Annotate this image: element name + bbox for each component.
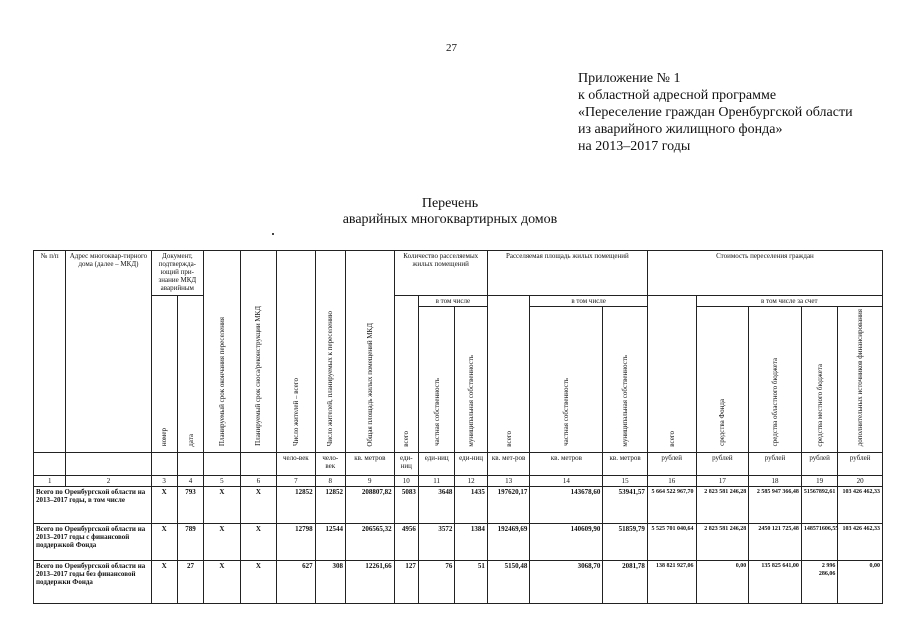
cell-qty-private: 3572 [418,524,454,561]
col-header-qty-private: частная собственность [418,307,454,453]
column-number: 12 [455,476,487,487]
cell-planned-end: X [204,561,240,604]
cell-cost-total: 5 525 701 040,64 [647,524,696,561]
appendix-line: из аварийного жилищного фонда» [578,122,783,137]
appendix-line: «Переселение граждан Оренбургской области [578,105,853,120]
unit-cell [66,453,151,476]
unit-cell [204,453,240,476]
cell-doc-date: 793 [177,487,203,524]
table-row [34,487,883,524]
column-number: 7 [277,476,315,487]
cell-qty-total: 127 [394,561,418,604]
scan-dot [272,233,274,235]
appendix-line: к областной адресной программе [578,88,777,103]
col-header-num: № п/п [34,251,66,453]
cell-area-private: 143678,60 [530,487,603,524]
col-header-cost-total: всего [647,296,696,453]
column-number: 15 [603,476,648,487]
column-numbers-row [34,476,883,487]
col-header-additional: дополнительных источников финансирования [838,307,883,453]
column-number: 19 [801,476,837,487]
column-number: 1 [34,476,66,487]
cell-residents-planned: 12852 [315,487,345,524]
cell-doc-number: X [151,487,177,524]
col-header-regional: средства областного бюджета [749,307,802,453]
appendix-header [578,70,853,155]
column-number: 3 [151,476,177,487]
title-line-2: аварийных многоквартирных домов [342,212,558,227]
page-number: 27 [446,42,457,54]
col-header-area-municipal: муниципальная собственность [603,307,648,453]
unit-cell: рублей [749,453,802,476]
units-row [34,453,883,476]
column-number: 6 [240,476,276,487]
unit-cell: рублей [801,453,837,476]
unit-cell: кв. метров [603,453,648,476]
cell-residents-total: 627 [277,561,315,604]
appendix-line: Приложение № 1 [578,71,681,86]
cell-qty-total: 5083 [394,487,418,524]
column-number: 13 [487,476,530,487]
cell-area-total: 192469,69 [487,524,530,561]
cell-cost-regional: 135 825 641,00 [749,561,802,604]
row-label: Всего по Оренбургской области на 2013–2017 годы, в том числе [34,487,152,524]
cell-cost-fund: 2 823 581 246,28 [696,524,749,561]
cell-doc-date: 789 [177,524,203,561]
col-header-address: Адрес многоквар-тирного дома (далее – МКД) [66,251,151,453]
cell-cost-local: 148571606,55 [801,524,837,561]
cell-cost-fund: 2 823 581 246,28 [696,487,749,524]
cell-qty-municipal: 51 [455,561,487,604]
column-number: 8 [315,476,345,487]
col-header-document: Документ, подтвержда-ющий при-знание МКД аварийным [151,251,204,296]
cell-area-private: 3068,70 [530,561,603,604]
unit-cell: еди-ниц [418,453,454,476]
cell-residents-planned: 308 [315,561,345,604]
col-header-planned-end: Планируемый срок окончания переселения [204,251,240,453]
column-number: 4 [177,476,203,487]
col-header-total-area: Общая площадь жилых помещений МКД [345,251,394,453]
col-header-qty-total: всего [394,296,418,453]
cell-total-area: 206565,32 [345,524,394,561]
appendix-line: на 2013–2017 годы [578,139,691,154]
cell-planned-end: X [204,524,240,561]
column-number: 2 [66,476,151,487]
column-number: 5 [204,476,240,487]
col-header-area-private: частная собственность [530,307,603,453]
table-row [34,561,883,604]
unit-cell: еди-ниц [394,453,418,476]
unit-cell: еди-ниц [455,453,487,476]
table-row [34,524,883,561]
column-number: 16 [647,476,696,487]
col-header-area-incl: в том числе [530,296,648,307]
cell-planned-end: X [204,487,240,524]
cell-qty-private: 3648 [418,487,454,524]
cell-cost-additional: 0,00 [838,561,883,604]
column-number: 17 [696,476,749,487]
col-header-doc-number: номер [151,296,177,453]
cell-cost-additional: 103 426 462,33 [838,524,883,561]
buildings-table [33,250,883,604]
cell-qty-private: 76 [418,561,454,604]
cell-total-area: 12261,66 [345,561,394,604]
cell-residents-planned: 12544 [315,524,345,561]
row-label: Всего по Оренбургской области на 2013–2017 годы без финансовой поддержки Фонда [34,561,152,604]
cell-qty-total: 4956 [394,524,418,561]
col-header-planned-demolition: Планируемый срок сноса/реконструкции МКД [240,251,276,453]
col-header-qty-municipal: муниципальная собственность [455,307,487,453]
unit-cell: рублей [838,453,883,476]
cell-area-municipal: 2081,78 [603,561,648,604]
col-header-cost-group: Стоимость переселения граждан [647,251,882,296]
cell-planned-demolition: X [240,487,276,524]
col-header-cost-incl: в том числе за счет [696,296,882,307]
unit-cell [177,453,203,476]
unit-cell: рублей [647,453,696,476]
cell-area-total: 197620,17 [487,487,530,524]
cell-cost-local: 2 996 286,06 [801,561,837,604]
column-number: 9 [345,476,394,487]
cell-area-municipal: 51859,79 [603,524,648,561]
col-header-area-total: всего [487,296,530,453]
cell-cost-regional: 2 585 947 366,48 [749,487,802,524]
cell-residents-total: 12798 [277,524,315,561]
col-header-fund: средства Фонда [696,307,749,453]
cell-total-area: 208807,82 [345,487,394,524]
cell-cost-regional: 2450 121 725,48 [749,524,802,561]
row-label: Всего по Оренбургской области на 2013–2017 годы с финансовой поддержкой Фонда [34,524,152,561]
cell-cost-fund: 0,00 [696,561,749,604]
document-title [300,196,600,228]
cell-residents-total: 12852 [277,487,315,524]
column-number: 20 [838,476,883,487]
column-number: 18 [749,476,802,487]
unit-cell [34,453,66,476]
column-number: 10 [394,476,418,487]
cell-cost-local: 51567892,61 [801,487,837,524]
unit-cell: кв. метров [530,453,603,476]
cell-qty-municipal: 1384 [455,524,487,561]
col-header-qty-incl: в том числе [418,296,487,307]
col-header-local: средства местного бюджета [801,307,837,453]
unit-cell: рублей [696,453,749,476]
cell-cost-total: 138 821 927,06 [647,561,696,604]
cell-area-municipal: 53941,57 [603,487,648,524]
title-line-1: Перечень [421,196,479,211]
cell-cost-additional: 103 426 462,33 [838,487,883,524]
column-number: 11 [418,476,454,487]
col-header-area-group: Расселяемая площадь жилых помещений [487,251,647,296]
col-header-residents-total: Число жителей – всего [277,251,315,453]
unit-cell: кв. мет-ров [487,453,530,476]
cell-doc-date: 27 [177,561,203,604]
unit-cell [151,453,177,476]
cell-area-private: 140609,90 [530,524,603,561]
unit-cell: кв. метров [345,453,394,476]
col-header-doc-date: дата [177,296,203,453]
col-header-qty-group: Количество расселяемых жилых помещений [394,251,487,296]
column-number: 14 [530,476,603,487]
cell-doc-number: X [151,524,177,561]
cell-planned-demolition: X [240,524,276,561]
col-header-residents-planned: Число жителей, планируемых к переселению [315,251,345,453]
unit-cell [240,453,276,476]
unit-cell: чело-век [315,453,345,476]
unit-cell: чело-век [277,453,315,476]
cell-cost-total: 5 664 522 967,70 [647,487,696,524]
cell-qty-municipal: 1435 [455,487,487,524]
cell-planned-demolition: X [240,561,276,604]
cell-area-total: 5150,48 [487,561,530,604]
cell-doc-number: X [151,561,177,604]
